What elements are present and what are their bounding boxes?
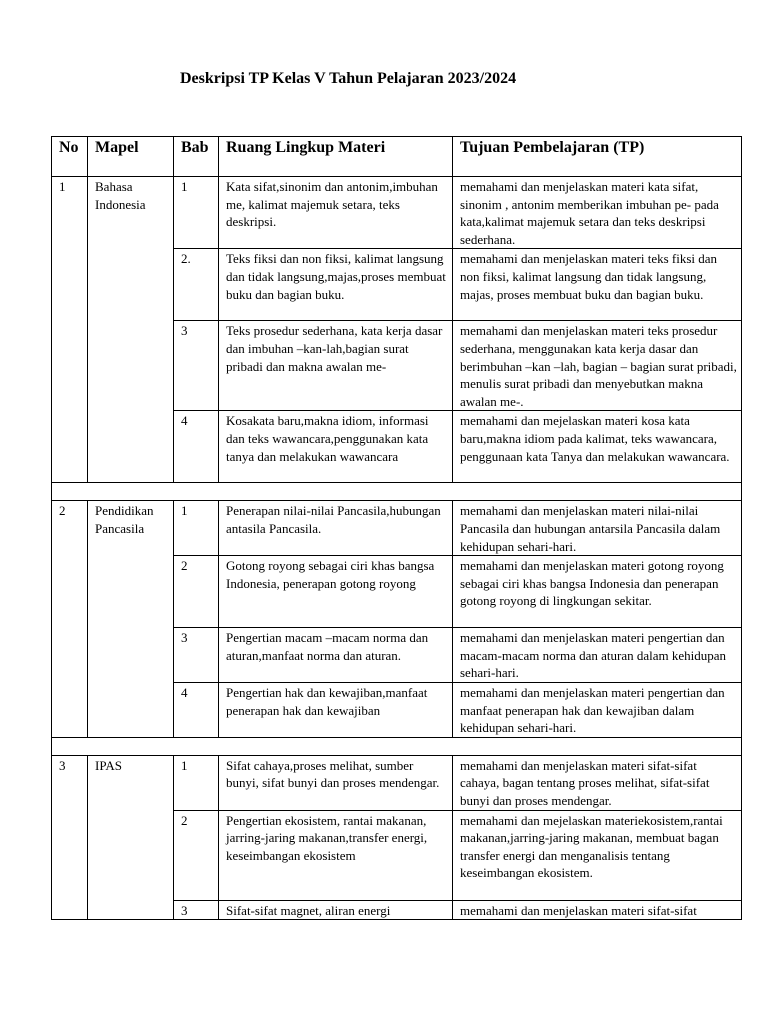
bab-number: 1 [174, 501, 219, 556]
tujuan-cell: memahami dan menjelaskan materi kata sifat, sinonim , antonim memberikan imbuhan pe- pada kata,kalimat majemuk setara dan teks deskripsi sederhana. [453, 177, 742, 249]
ruang-lingkup-cell: Teks fiksi dan non fiksi, kalimat langsung dan tidak langsung,majas,proses membuat buku dan bagian buku. [219, 249, 453, 321]
ruang-lingkup-cell: Sifat cahaya,proses melihat, sumber bunyi, sifat bunyi dan proses mendengar. [219, 755, 453, 810]
bab-number: 3 [174, 628, 219, 683]
subject-mapel: Pendidikan Pancasila [88, 501, 174, 737]
tujuan-cell: memahami dan menjelaskan materi sifat-sifat cahaya, bagan tentang proses melihat, sifat-sifat bunyi dan proses mendengar. [453, 755, 742, 810]
table-row [52, 755, 742, 810]
tujuan-cell: memahami dan menjelaskan materi pengertian dan manfaat penerapan hak dan kewajiban dalam kehidupan sehari-hari. [453, 682, 742, 737]
header-ruang-lingkup: Ruang Lingkup Materi [219, 137, 453, 177]
tujuan-cell: memahami dan menjelaskan materi gotong royong sebagai ciri khas bangsa Indonesia dan penerapan gotong royong di lingkungan sekitar. [453, 556, 742, 628]
tujuan-cell: memahami dan menjelaskan materi nilai-nilai Pancasila dan hubungan antarsila Pancasila dalam kehidupan sehari-hari. [453, 501, 742, 556]
subject-mapel: IPAS [88, 755, 174, 919]
bab-number: 3 [174, 900, 219, 920]
header-bab: Bab [174, 137, 219, 177]
ruang-lingkup-cell: Penerapan nilai-nilai Pancasila,hubungan antasila Pancasila. [219, 501, 453, 556]
header-tujuan-pembelajaran: Tujuan Pembelajaran (TP) [453, 137, 742, 177]
subject-no: 1 [52, 177, 88, 483]
subject-no: 3 [52, 755, 88, 919]
tujuan-cell: memahami dan menjelaskan materi teks prosedur sederhana, menggunakan kata kerja dasar dan berimbuhan –kan –lah, bagian – bagian surat pribadi, menulis surat pribadi dan menyebutkan makna awalan me-. [453, 321, 742, 411]
bab-number: 3 [174, 321, 219, 411]
tp-table [51, 136, 742, 920]
bab-number: 4 [174, 682, 219, 737]
tujuan-cell: memahami dan menjelaskan materi pengertian dan macam-macam norma dan aturan dalam kehidupan sehari-hari. [453, 628, 742, 683]
ruang-lingkup-cell: Pengertian macam –macam norma dan aturan,manfaat norma dan aturan. [219, 628, 453, 683]
ruang-lingkup-cell: Kosakata baru,makna idiom, informasi dan teks wawancara,penggunakan kata tanya dan melakukan wawancara [219, 411, 453, 483]
bab-number: 4 [174, 411, 219, 483]
bab-number: 2. [174, 249, 219, 321]
spacer-row [52, 483, 742, 501]
ruang-lingkup-cell: Sifat-sifat magnet, aliran energi [219, 900, 453, 920]
tujuan-cell: memahami dan menjelaskan materi teks fiksi dan non fiksi, kalimat langsung dan tidak langsung, majas, proses membuat buku dan bagian buku. [453, 249, 742, 321]
table-header-row [52, 137, 742, 177]
document-title: Deskripsi TP Kelas V Tahun Pelajaran 2023/2024 [180, 70, 517, 87]
bab-number: 1 [174, 177, 219, 249]
tujuan-cell: memahami dan mejelaskan materiekosistem,rantai makanan,jarring-jaring makanan, membuat bagan transfer energi dan menganalisis tentang keseimbangan ekosistem. [453, 810, 742, 900]
header-mapel: Mapel [88, 137, 174, 177]
ruang-lingkup-cell: Pengertian hak dan kewajiban,manfaat penerapan hak dan kewajiban [219, 682, 453, 737]
table-row [52, 177, 742, 249]
spacer-row [52, 737, 742, 755]
subject-no: 2 [52, 501, 88, 737]
ruang-lingkup-cell: Teks prosedur sederhana, kata kerja dasar dan imbuhan –kan-lah,bagian surat pribadi dan makna awalan me- [219, 321, 453, 411]
ruang-lingkup-cell: Pengertian ekosistem, rantai makanan, jarring-jaring makanan,transfer energi, keseimbangan ekosistem [219, 810, 453, 900]
table-row [52, 501, 742, 556]
bab-number: 1 [174, 755, 219, 810]
ruang-lingkup-cell: Kata sifat,sinonim dan antonim,imbuhan me, kalimat majemuk setara, teks deskripsi. [219, 177, 453, 249]
bab-number: 2 [174, 810, 219, 900]
bab-number: 2 [174, 556, 219, 628]
subject-mapel: Bahasa Indonesia [88, 177, 174, 483]
ruang-lingkup-cell: Gotong royong sebagai ciri khas bangsa Indonesia, penerapan gotong royong [219, 556, 453, 628]
header-no: No [52, 137, 88, 177]
tujuan-cell: memahami dan menjelaskan materi sifat-sifat [453, 900, 742, 920]
tujuan-cell: memahami dan mejelaskan materi kosa kata baru,makna idiom pada kalimat, teks wawancara, penggunaan kata Tanya dan melakukan wawancara. [453, 411, 742, 483]
